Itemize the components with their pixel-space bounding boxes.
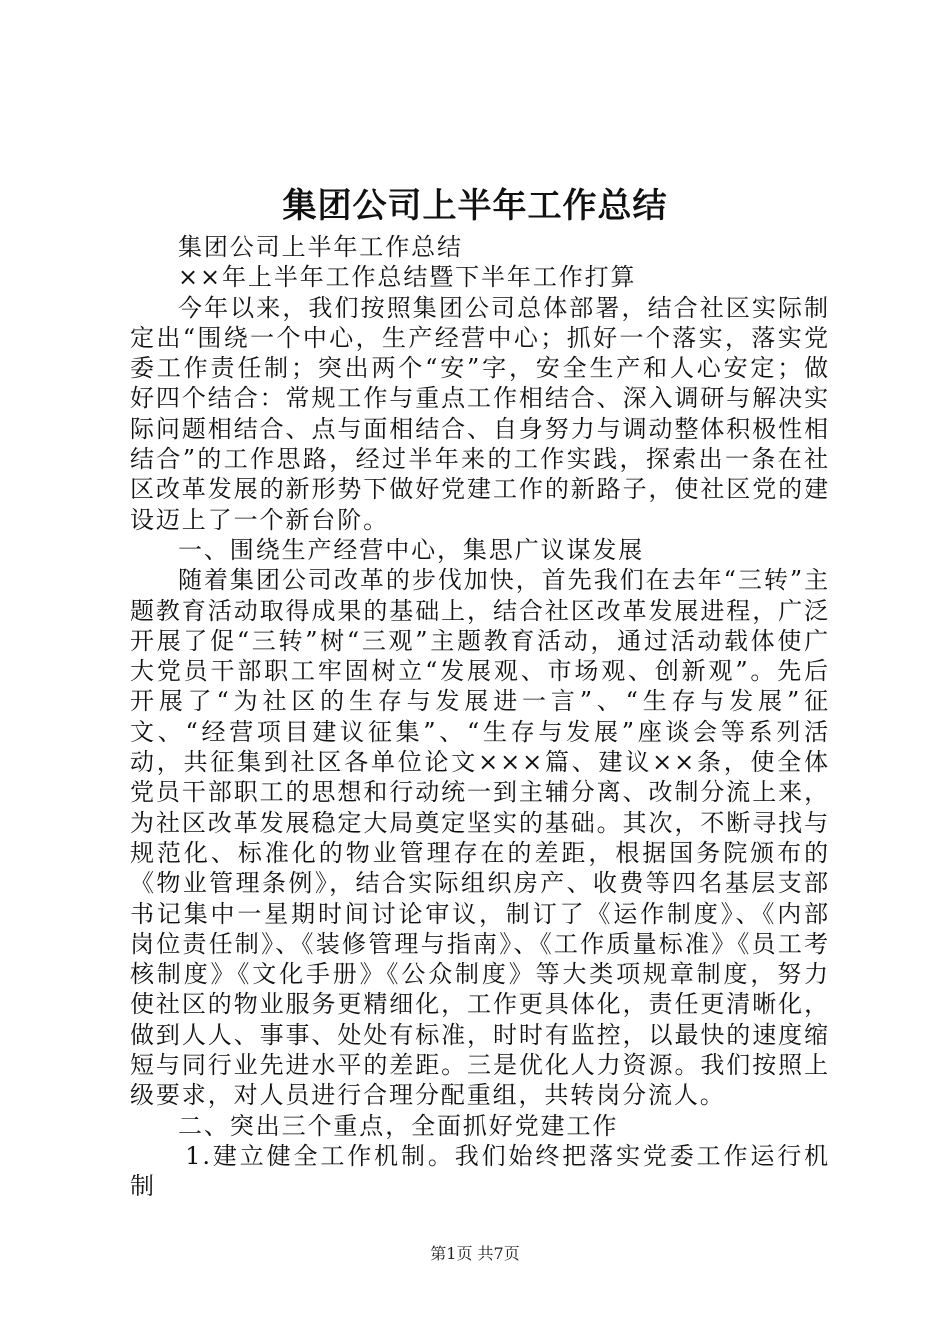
paragraph-section-1: 随着集团公司改革的步伐加快，首先我们在去年“三转”主题教育活动取得成果的基础上，结合社区改革发展进程，广泛开展了促“三转”树“三观”主题教育活动，通过活动载体使广大党员干部职工牢固树立“发展观、市场观、创新观”。先后开展了“为社区的生存与发展进一言”、“生存与发展”征文、“经营项目建议征集”、“生存与发展”座谈会等系列活动，共征集到社区各单位论文×××篇、建议××条，使全体党员干部职工的思想和行动统一到主辅分离、改制分流上来，为社区改革发展稳定大局奠定坚实的基础。其次，不断寻找与规范化、标准化的物业管理存在的差距，根据国务院颁布的《物业管理条例》，结合实际组织房产、收费等四名基层支部书记集中一星期时间讨论审议，制订了《运作制度》、《内部岗位责任制》、《装修管理与指南》、《工作质量标准》《员工考核制度》《文化手册》《公众制度》等大类项规章制度，努力使社区的物业服务更精细化，工作更具体化，责任更清晰化，做到人人、事事、处处有标准，时时有监控，以最快的速度缩短与同行业先进水平的差距。三是优化人力资源。我们按照上级要求，对人员进行合理分配重组，共转岗分流人。: [130, 566, 830, 1110]
paragraph-item-1: 1.建立健全工作机制。我们始终把落实党委工作运行机制: [130, 1141, 830, 1201]
paragraph-intro: 今年以来，我们按照集团公司总体部署，结合社区实际制定出“围绕一个中心，生产经营中心；抓好一个落实，落实党委工作责任制；突出两个“安”字，安全生产和人心安定；做好四个结合：常规工作与重点工作相结合、深入调研与解决实际问题相结合、点与面相结合、自身努力与调动整体积极性相结合”的工作思路，经过半年来的工作实践，探索出一条在社区改革发展的新形势下做好党建工作的新路子，使社区党的建设迈上了一个新台阶。: [130, 293, 830, 534]
section-heading-2: 二、突出三个重点，全面抓好党建工作: [178, 1111, 619, 1140]
paragraph-heading-plan: ××年上半年工作总结暨下半年工作打算: [178, 263, 637, 292]
page-footer: 第1页 共7页: [430, 1244, 520, 1263]
paragraph-subtitle: 集团公司上半年工作总结: [178, 233, 463, 261]
section-heading-1: 一、围绕生产经营中心，集思广议谋发展: [178, 535, 645, 564]
document-body: [130, 232, 830, 1202]
document-title: 集团公司上半年工作总结: [282, 186, 668, 226]
